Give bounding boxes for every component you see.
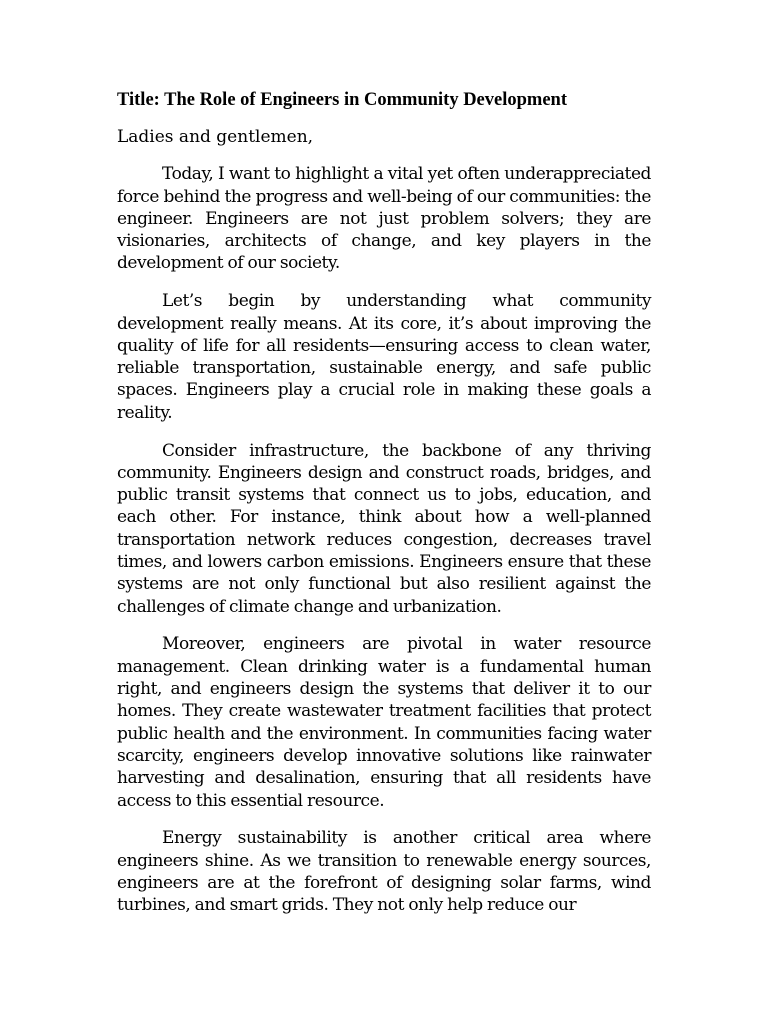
paragraph-intro: Today, I want to highlight a vital yet often underappreciated force behind the progress and well-being of our communities: the engineer. Engineers are not just problem solvers; they are visionaries, architects of change, and key players in the development of our society. (117, 164, 651, 274)
paragraph-energy-sustainability: Energy sustainability is another critical area where engineers shine. As we transition to renewable energy sources, engineers are at the forefront of designing solar farms, wind turbines, and smart grids. They not only help reduce our (117, 828, 651, 916)
document-page (117, 88, 651, 932)
document-title: Title: The Role of Engineers in Community Development (117, 90, 567, 110)
salutation: Ladies and gentlemen, (117, 127, 314, 147)
paragraph-infrastructure: Consider infrastructure, the backbone of any thriving community. Engineers design and construct roads, bridges, and public transit systems that connect us to jobs, education, and each other. For instance, think about how a well-planned transportation network reduces congestion, decreases travel times, and lowers carbon emissions. Engineers ensure that these systems are not only functional but also resilient against the challenges of climate change and urbanization. (117, 440, 651, 617)
paragraph-community-development: Let’s begin by understanding what community development really means. At its core, it’s about improving the quality of life for all residents—ensuring access to clean water, reliable transportation, sustainable energy, and safe public spaces. Engineers play a crucial role in making these goals a reality. (117, 291, 651, 423)
paragraph-water-management: Moreover, engineers are pivotal in water resource management. Clean drinking water is a fundamental human right, and engineers design the systems that deliver it to our homes. They create wastewater treatment facilities that protect public health and the environment. In communities facing water scarcity, engineers develop innovative solutions like rainwater harvesting and desalination, ensuring that all residents have access to this essential resource. (117, 634, 651, 811)
